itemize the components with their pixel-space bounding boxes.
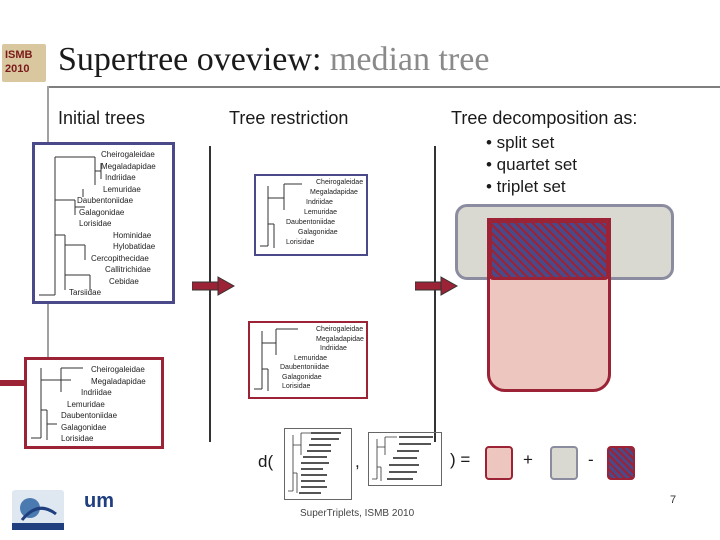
taxon-label: Galagonidae [298, 229, 338, 236]
heading-tree-restriction: Tree restriction [229, 108, 349, 128]
title-main: Supertree oveview: [58, 41, 322, 78]
taxon-label: Lemuridae [67, 399, 105, 409]
taxon-label: Lorisidae [282, 383, 311, 390]
initial-tree-2 [24, 357, 164, 449]
taxon-label: Cebidae [109, 276, 139, 286]
taxon-label: Lorisidae [79, 219, 112, 228]
taxon-label: Cheirogaleidae [316, 326, 364, 333]
taxon-label: Lemuridae [304, 209, 338, 216]
equation-close-equals: ) = [450, 450, 471, 469]
equation-minus: - [588, 450, 594, 469]
taxon-label: Lorisidae [61, 434, 94, 443]
decomposition-bullets [486, 132, 577, 198]
triplet-set-swatch [485, 446, 513, 480]
footer-text: SuperTriplets, ISMB 2010 [300, 508, 415, 519]
taxa-list [61, 364, 146, 445]
intersection-set-swatch [607, 446, 635, 480]
equation-tree-1 [284, 428, 352, 500]
taxon-label: Cercopithecidae [91, 253, 149, 263]
taxon-label: Indriidae [320, 345, 347, 352]
restricted-tree-2 [248, 321, 368, 399]
um2-logo [84, 490, 118, 516]
taxon-label: Megaladapidae [101, 161, 156, 171]
taxon-label: Daubentoniidae [61, 411, 118, 420]
bullet-quartet-set: • quartet set [486, 155, 578, 174]
restricted-tree-1 [254, 174, 368, 256]
heading-tree-decomposition: Tree decomposition as: [451, 108, 638, 128]
taxon-label: Lemuridae [103, 184, 141, 194]
taxon-label: Hylobatidae [113, 242, 156, 251]
taxon-label: Megaladapidae [91, 376, 146, 386]
ismb-logo-line2: 2010 [5, 63, 30, 75]
taxon-label: Daubentoniidae [286, 219, 336, 226]
intersection-set-rect [489, 220, 609, 280]
title-sub: median tree [329, 41, 490, 78]
taxon-label: Indriidae [105, 173, 136, 182]
taxon-label: Galagonidae [282, 373, 322, 381]
arrow-right-icon [415, 276, 459, 296]
bullet-split-set: • split set [486, 133, 555, 152]
taxon-label: Cheirogaleidae [91, 365, 145, 374]
split-set-swatch [550, 446, 578, 480]
um2-logo-text: um [84, 490, 114, 512]
equation-plus: + [523, 450, 533, 469]
ismb-logo [2, 44, 46, 82]
tree-branches [369, 433, 441, 485]
taxon-label: Hominidae [113, 230, 152, 240]
title-divider [0, 86, 720, 88]
taxon-label: Megaladapidae [310, 189, 358, 196]
taxon-label: Indriidae [306, 199, 333, 206]
initial-tree-1 [32, 142, 175, 304]
taxon-label: Daubentoniidae [77, 196, 134, 205]
tree-branches [285, 429, 351, 499]
taxon-label: Megaladapidae [316, 335, 364, 343]
taxon-label: Cheirogaleidae [316, 179, 364, 186]
taxon-label: Lorisidae [286, 239, 315, 246]
lirmm-logo-graphic [12, 490, 64, 530]
bullet-triplet-set: • triplet set [486, 177, 566, 196]
taxa-list [286, 178, 363, 248]
distance-open: d( [258, 452, 274, 471]
taxon-label: Galagonidae [61, 422, 107, 432]
taxa-list [69, 149, 156, 299]
taxa-list [280, 325, 364, 392]
taxon-label: Callitrichidae [105, 265, 151, 274]
slide-title [58, 40, 489, 80]
page-number: 7 [670, 494, 677, 506]
left-accent-mark [0, 380, 24, 386]
ismb-logo-line1: ISMB [5, 49, 33, 61]
taxon-label: Daubentoniidae [280, 364, 330, 371]
taxon-label: Lemuridae [294, 354, 328, 362]
equation-tree-2 [368, 432, 442, 486]
taxon-label: Galagonidae [79, 207, 125, 217]
heading-initial-trees: Initial trees [58, 108, 146, 128]
taxon-label: Indriidae [81, 388, 112, 397]
equation-comma: , [355, 452, 360, 471]
taxon-label: Cheirogaleidae [101, 150, 155, 159]
taxon-label: Tarsiidae [69, 288, 102, 297]
arrow-right-icon [192, 276, 236, 296]
lirmm-logo [12, 490, 64, 530]
